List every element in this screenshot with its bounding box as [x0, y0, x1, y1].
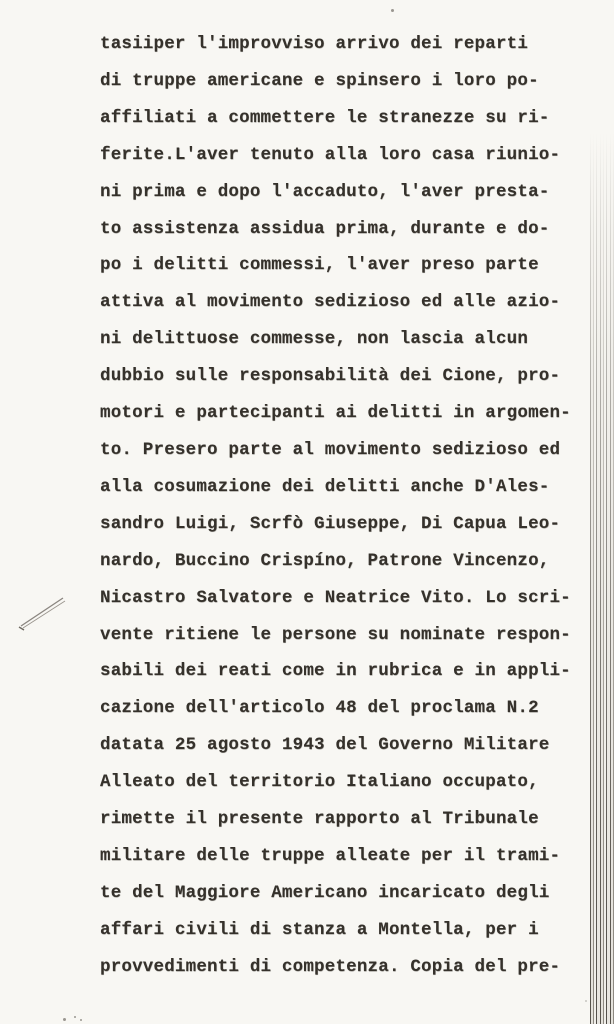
text-line: tasiiper l'improvviso arrivo dei reparti	[100, 34, 529, 54]
text-line: to assistenza assidua prima, durante e do-	[100, 218, 550, 239]
text-line: di truppe americane e spinsero i loro po-	[100, 70, 539, 91]
text-line: cazione dell'articolo 48 del proclama N.2	[100, 698, 539, 719]
text-line: attiva al movimento sedizioso ed alle azio-	[100, 292, 561, 313]
text-line: po i delitti commessi, l'aver preso parte	[100, 255, 539, 276]
text-line: affari civili di stanza a Montella, per i	[100, 919, 539, 940]
text-line: ferite.L'aver tenuto alla loro casa riunio-	[100, 144, 561, 165]
ink-speck	[63, 1018, 66, 1021]
text-line: militare delle truppe alleate per il trami-	[100, 845, 561, 866]
text-line: nardo, Buccino Crispíno, Patrone Vincenzo,	[100, 550, 550, 571]
text-line: sandro Luigi, Scrfò Giuseppe, Di Capua Leo-	[100, 513, 561, 534]
text-line: ni prima e dopo l'accaduto, l'aver presta-	[100, 181, 550, 202]
scan-edge-band	[590, 0, 614, 1024]
ink-speck	[74, 1016, 76, 1018]
pencil-mark	[14, 588, 74, 638]
text-line: motori e partecipanti ai delitti in argomen-	[100, 403, 571, 424]
text-line: provvedimenti di competenza. Copia del pre-	[100, 956, 561, 977]
text-line: vente ritiene le persone su nominate respon-	[100, 624, 571, 645]
ink-speck	[585, 1000, 587, 1002]
text-line: dubbio sulle responsabilità dei Cione, pro-	[100, 366, 561, 387]
text-line: alla cosumazione dei delitti anche D'Ales-	[100, 476, 550, 497]
text-line: datata 25 agosto 1943 del Governo Militare	[100, 735, 550, 756]
text-line: te del Maggiore Americano incaricato degli	[100, 882, 550, 903]
text-line: sabili dei reati come in rubrica e in appli-	[100, 661, 571, 682]
ink-speck	[80, 1019, 82, 1021]
text-line: Alleato del territorio Italiano occupato,	[100, 772, 539, 793]
text-line: affiliati a commettere le stranezze su ri-	[100, 107, 550, 128]
ink-speck	[391, 9, 394, 12]
text-line: to. Presero parte al movimento sedizioso ed	[100, 439, 561, 460]
text-line: ni delittuose commesse, non lascia alcun	[100, 329, 529, 350]
text-line: Nicastro Salvatore e Neatrice Vito. Lo scri-	[100, 587, 571, 608]
text-line: rimette il presente rapporto al Tribunale	[100, 809, 539, 830]
